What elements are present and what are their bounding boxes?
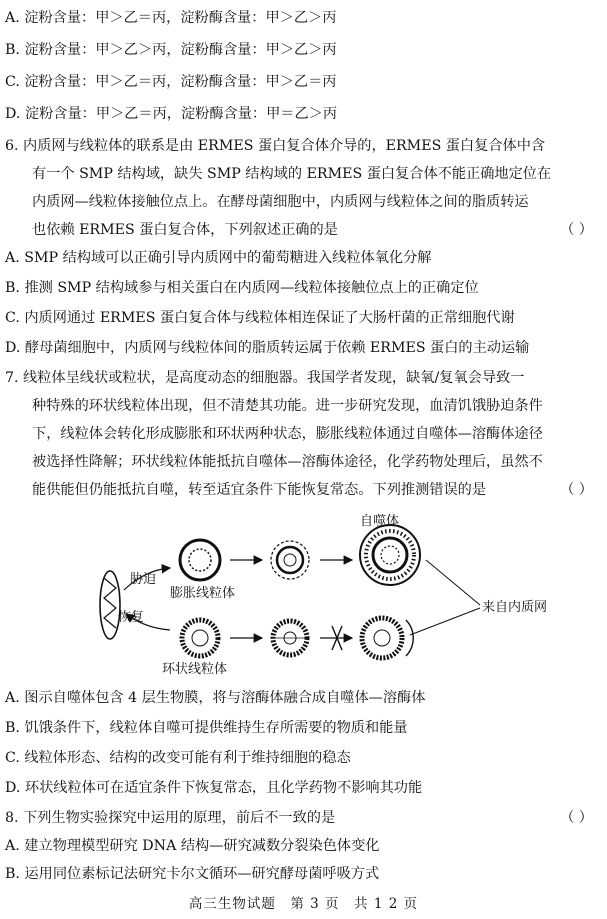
q7-stem-line-4: 被选择性降解；环状线粒体能抵抗自噬体—溶酶体途径，化学药物处理后，虽然不 (32, 454, 543, 470)
q6-stem-line-2: 有一个 SMP 结构域，缺失 SMP 结构域的 ERMES 蛋白复合体不能正确地定位在 (32, 166, 552, 182)
linear-mitochondrion-icon (100, 571, 120, 639)
prev-option-c: C. 淀粉含量：甲＞乙＝丙，淀粉酶含量：甲＞乙＝丙 (5, 74, 337, 90)
ring-mitochondrion-icon (182, 620, 218, 656)
q6-stem-line-4 (32, 220, 607, 242)
q7-option-d: D. 环状线粒体可在适宜条件下恢复常态，且化学药物不影响其功能 (5, 780, 423, 796)
q8-stem: 8. 下列生物实验探究中运用的原理，前后不一致的是 (5, 810, 336, 826)
autophagosome-label: 自噬体 (360, 514, 400, 529)
q7-stem-line-2: 种特殊的环状线粒体出现，但不清楚其功能。进一步研究发现，血清饥饿胁迫条件 (32, 398, 543, 414)
q6-option-b: B. 推测 SMP 结构域参与相关蛋白在内质网—线粒体接触位点上的正确定位 (5, 280, 479, 296)
q6-stem-line-1: 6. 内质网与线粒体的联系是由 ERMES 蛋白复合体介导的，ERMES 蛋白复合体中含 (5, 138, 546, 154)
from-er-label: 来自内质网 (482, 600, 548, 615)
q6-stem-text: 也依赖 ERMES 蛋白复合体，下列叙述正确的是 (32, 222, 338, 238)
q6-stem-line-3: 内质网—线粒体接触位点上。在酵母菌细胞中，内质网与线粒体之间的脂质转运 (32, 194, 529, 210)
q6-option-a: A. SMP 结构域可以正确引导内质网中的葡萄糖进入线粒体氧化分解 (5, 250, 432, 266)
prev-option-b: B. 淀粉含量：甲＞乙＞丙，淀粉酶含量：甲＞乙＞丙 (5, 42, 337, 58)
swollen-with-membrane-icon (271, 541, 309, 579)
swollen-mitochondrion-label: 膨胀线粒体 (170, 586, 236, 601)
autophagosome-icon (360, 525, 420, 585)
ring-with-membrane-icon (273, 621, 307, 655)
q7-option-a: A. 图示自噬体包含 4 层生物膜，将与溶酶体融合成自噬体—溶酶体 (5, 690, 426, 706)
q7-stem-line-5: 能供能但仍能抵抗自噬，转至适宜条件下能恢复常态。下列推测错误的是 (32, 482, 487, 498)
q6-option-d: D. 酵母菌细胞中，内质网与线粒体间的脂质转运属于依赖 ERMES 蛋白的主动运输 (5, 340, 530, 356)
swollen-mitochondrion-icon (180, 540, 220, 580)
q7-stem-line-3: 下，线粒体会转化形成膨胀和环状两种状态，膨胀线粒体通过自噬体—溶酶体途径 (32, 426, 543, 442)
q8-answer-bracket: （ ） (560, 810, 593, 826)
page-footer: 高三生物试题 第 3 页 共 1 2 页 (188, 896, 419, 912)
q7-answer-bracket: （ ） (560, 482, 593, 498)
q7-option-b: B. 饥饿条件下，线粒体自噬可提供维持生存所需要的物质和能量 (5, 720, 408, 736)
recover-label: 恢复 (118, 610, 145, 625)
stress-label: 胁迫 (130, 572, 157, 587)
q8-option-b: B. 运用同位素标记法研究卡尔文循环—研究酵母菌呼吸方式 (5, 866, 380, 882)
q6-answer-bracket: （ ） (560, 222, 593, 238)
er-line-icon (426, 560, 480, 605)
ring-autophagosome-icon (362, 618, 413, 658)
q7-stem-line-1: 7. 线粒体呈线状或粒状，是高度动态的细胞器。我国学者发现，缺氧/复氧会导致一 (5, 370, 525, 386)
q8-option-a: A. 建立物理模型研究 DNA 结构—研究减数分裂染色体变化 (5, 838, 380, 854)
prev-option-a: A. 淀粉含量：甲＞乙＝丙，淀粉酶含量：甲＞乙＞丙 (5, 10, 337, 26)
mitochondria-diagram (90, 510, 560, 680)
q7-option-c: C. 线粒体形态、结构的改变可能有利于维持细胞的稳态 (5, 750, 351, 766)
mitochondria-figure (90, 510, 560, 680)
q6-option-c: C. 内质网通过 ERMES 蛋白复合体与线粒体相连保证了大肠杆菌的正常细胞代谢 (5, 310, 515, 326)
prev-option-d: D. 淀粉含量：甲＞乙＝丙，淀粉酶含量：甲＝乙＞丙 (5, 106, 338, 122)
ring-mitochondrion-label: 环状线粒体 (162, 662, 228, 677)
er-line-icon (410, 608, 480, 635)
